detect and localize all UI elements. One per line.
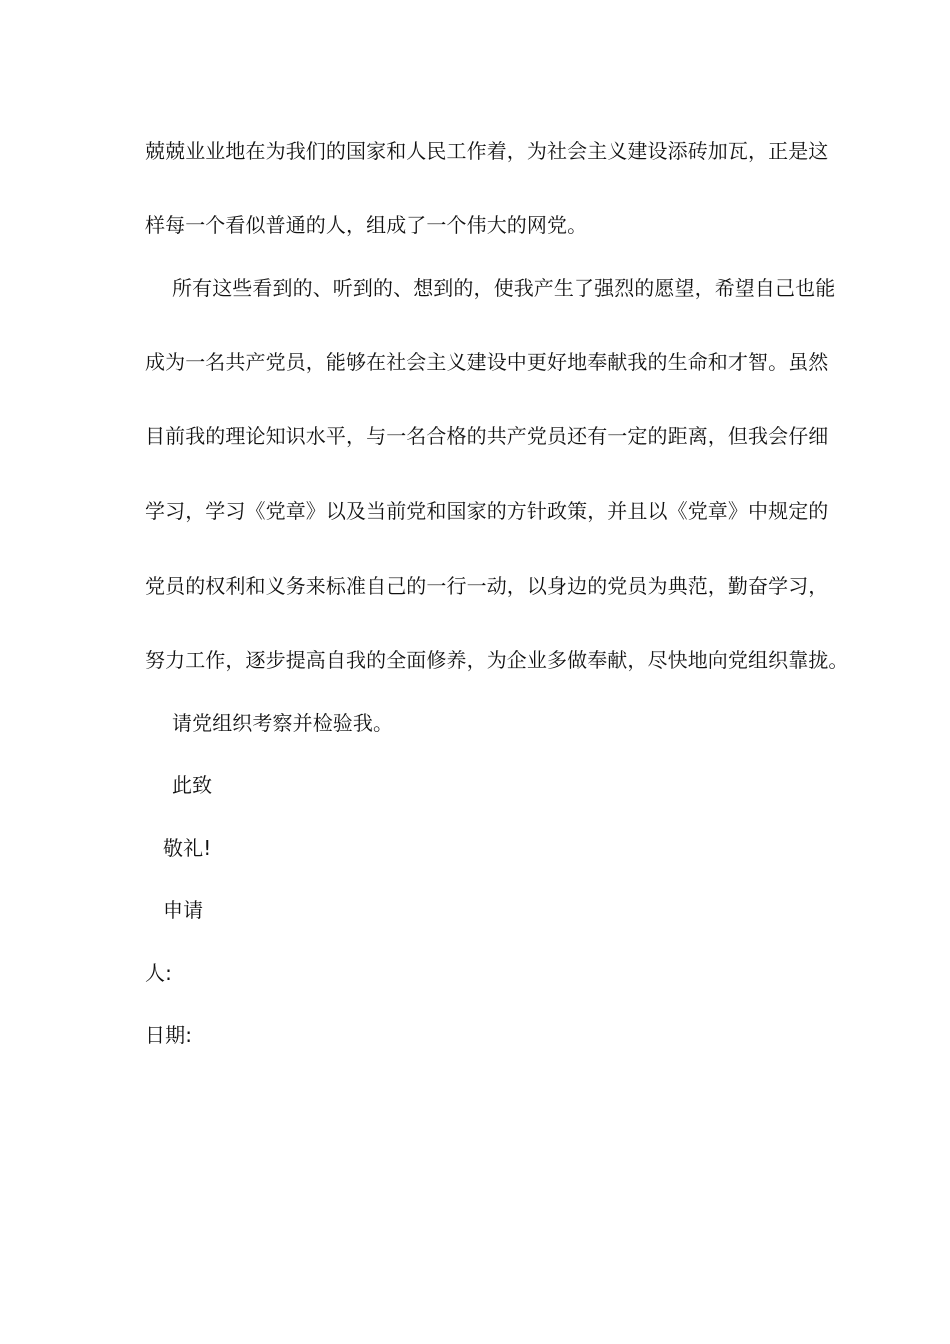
date-label: 日期: — [145, 1023, 193, 1047]
paragraph-1-line-2: 样每一个看似普通的人，组成了一个伟大的网党。 — [145, 213, 588, 237]
paragraph-2-line-1: 所有这些看到的、听到的、想到的，使我产生了强烈的愿望，希望自己也能 — [172, 276, 836, 300]
paragraph-2-line-4: 学习，学习《党章》以及当前党和国家的方针政策，并且以《党章》中规定的 — [145, 499, 829, 523]
paragraph-1-line-1: 兢兢业业地在为我们的国家和人民工作着，为社会主义建设添砖加瓦，正是这 — [145, 139, 829, 163]
applicant-label-part1: 申请 — [163, 898, 204, 922]
paragraph-2-line-5: 党员的权利和义务来标准自己的一行一动，以身边的党员为典范，勤奋学习， — [145, 574, 829, 598]
closing-1: 此致 — [172, 773, 213, 797]
paragraph-2-line-2: 成为一名共产党员，能够在社会主义建设中更好地奉献我的生命和才智。虽然 — [145, 350, 829, 374]
paragraph-2-line-6: 努力工作，逐步提高自我的全面修养，为企业多做奉献，尽快地向党组织靠拢。 — [145, 648, 849, 672]
applicant-label-part2: 人: — [145, 961, 172, 985]
paragraph-2-line-3: 目前我的理论知识水平，与一名合格的共产党员还有一定的距离，但我会仔细 — [145, 424, 829, 448]
closing-2: 敬礼! — [163, 836, 212, 860]
request-line: 请党组织考察并检验我。 — [172, 711, 394, 735]
